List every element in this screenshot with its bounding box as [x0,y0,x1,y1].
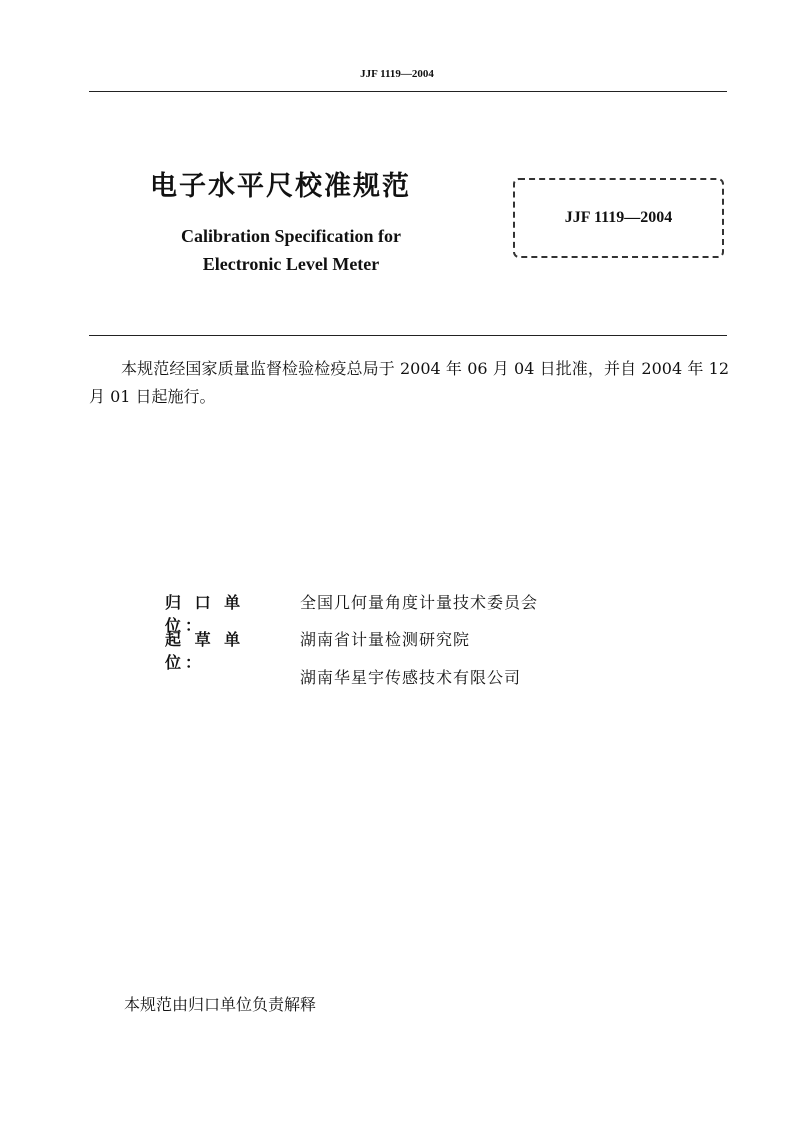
header-code: JJF 1119—2004 [360,68,434,80]
header-rule [89,91,727,92]
responsible-unit-label: 归 口 单 位： [165,593,245,635]
responsible-unit-value: 全国几何量角度计量技术委员会 [300,593,539,612]
drafting-unit-label: 起 草 单 位： [165,630,245,672]
footer-note: 本规范由归口单位负责解释 [124,995,317,1014]
drafting-unit-value-1: 湖南省计量检测研究院 [300,630,471,649]
title-chinese: 电子水平尺校准规范 [150,171,411,202]
standard-code: JJF 1119—2004 [564,209,673,226]
section-rule [89,335,727,336]
approval-paragraph: 本规范经国家质量监督检验检疫总局于 2004 年 06 月 04 日批准，并自 2004 年 12 月 01 日起施行。 [89,359,729,406]
title-english-line2: Electronic Level Meter [202,254,380,274]
drafting-unit-value-2: 湖南华星宇传感技术有限公司 [300,668,522,687]
title-english-line1: Calibration Specification for [181,226,401,246]
standard-code-box [513,178,724,258]
